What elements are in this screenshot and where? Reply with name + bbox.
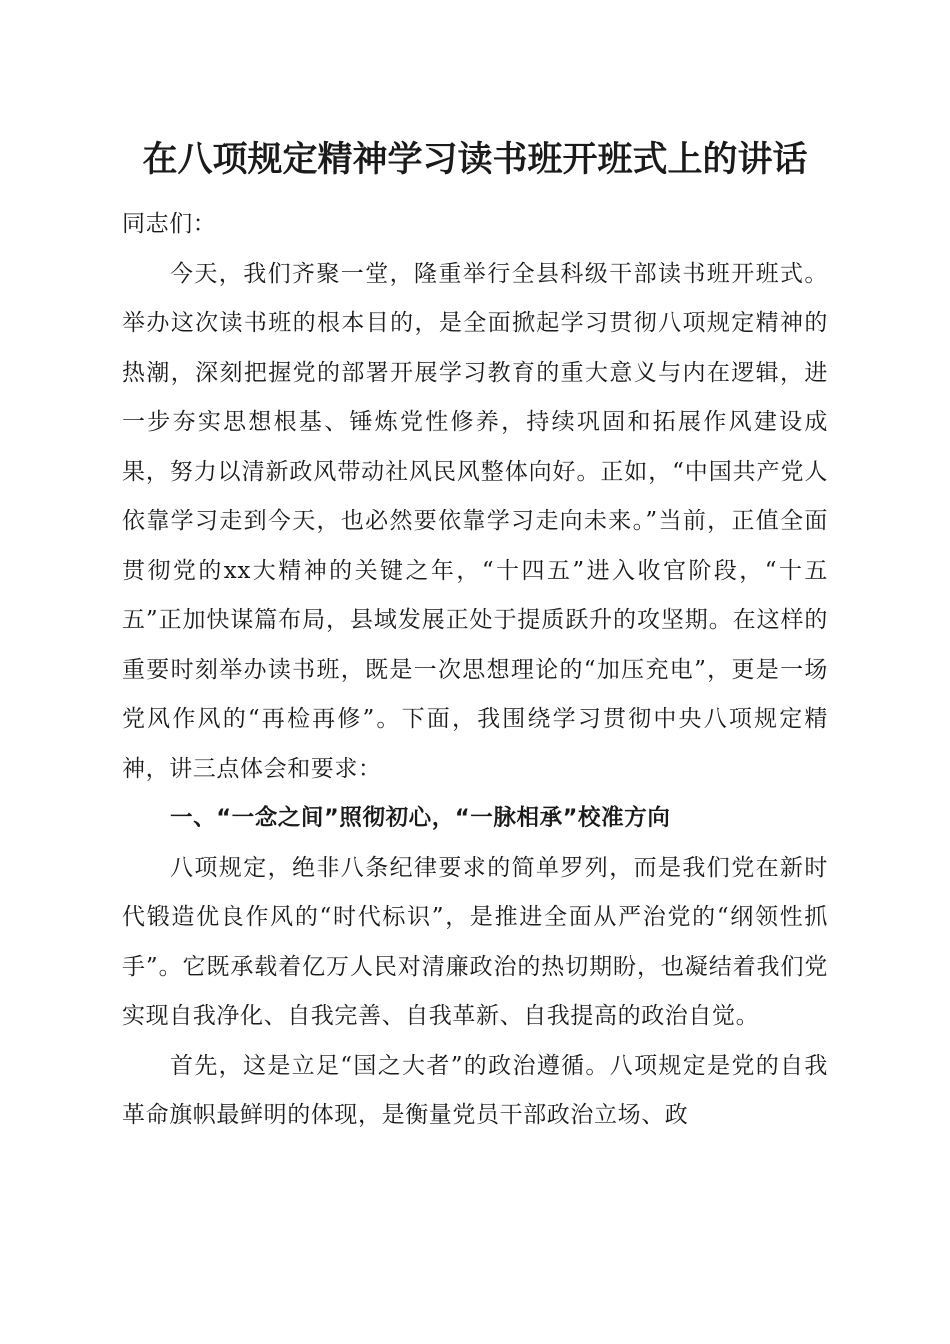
greeting: 同志们： [122, 211, 217, 237]
section-heading: 一、“一念之间”照彻初心，“一脉相承”校准方向 [170, 805, 671, 831]
document-title: 在八项规定精神学习读书班开班式上的讲话 [142, 139, 808, 180]
document-body [122, 200, 828, 1141]
paragraph: 今天，我们齐聚一堂，隆重举行全县科级干部读书班开班式。举办这次读书班的根本目的，是全面掀起学习贯彻八项规定精神的热潮，深刻把握党的部署开展学习教育的重大意义与内在逻辑，进一步夯实思想根基、锤炼党性修养，持续巩固和拓展作风建设成果，努力以清新政风带动社风民风整体向好。正如，“中国共产党人依靠学习走到今天，也必然要依靠学习走向未来。”当前，正值全面贯彻党的xx大精神的关键之年，“十四五”进入收官阶段，“十五五”正加快谋篇布局，县域发展正处于提质跃升的攻坚期。在这样的重要时刻举办读书班，既是一次思想理论的“加压充电”，更是一场党风作风的“再检再修”。下面，我围绕学习贯彻中央八项规定精神，讲三点体会和要求： [122, 260, 828, 782]
paragraph: 八项规定，绝非八条纪律要求的简单罗列，而是我们党在新时代锻造优良作风的“时代标识”，是推进全面从严治党的“纲领性抓手”。它既承载着亿万人民对清廉政治的热切期盼，也凝结着我们党实现自我净化、自我完善、自我革新、自我提高的政治自觉。 [122, 854, 828, 1029]
paragraph: 首先，这是立足“国之大者”的政治遵循。八项规定是党的自我革命旗帜最鲜明的体现，是衡量党员干部政治立场、政 [122, 1052, 828, 1128]
